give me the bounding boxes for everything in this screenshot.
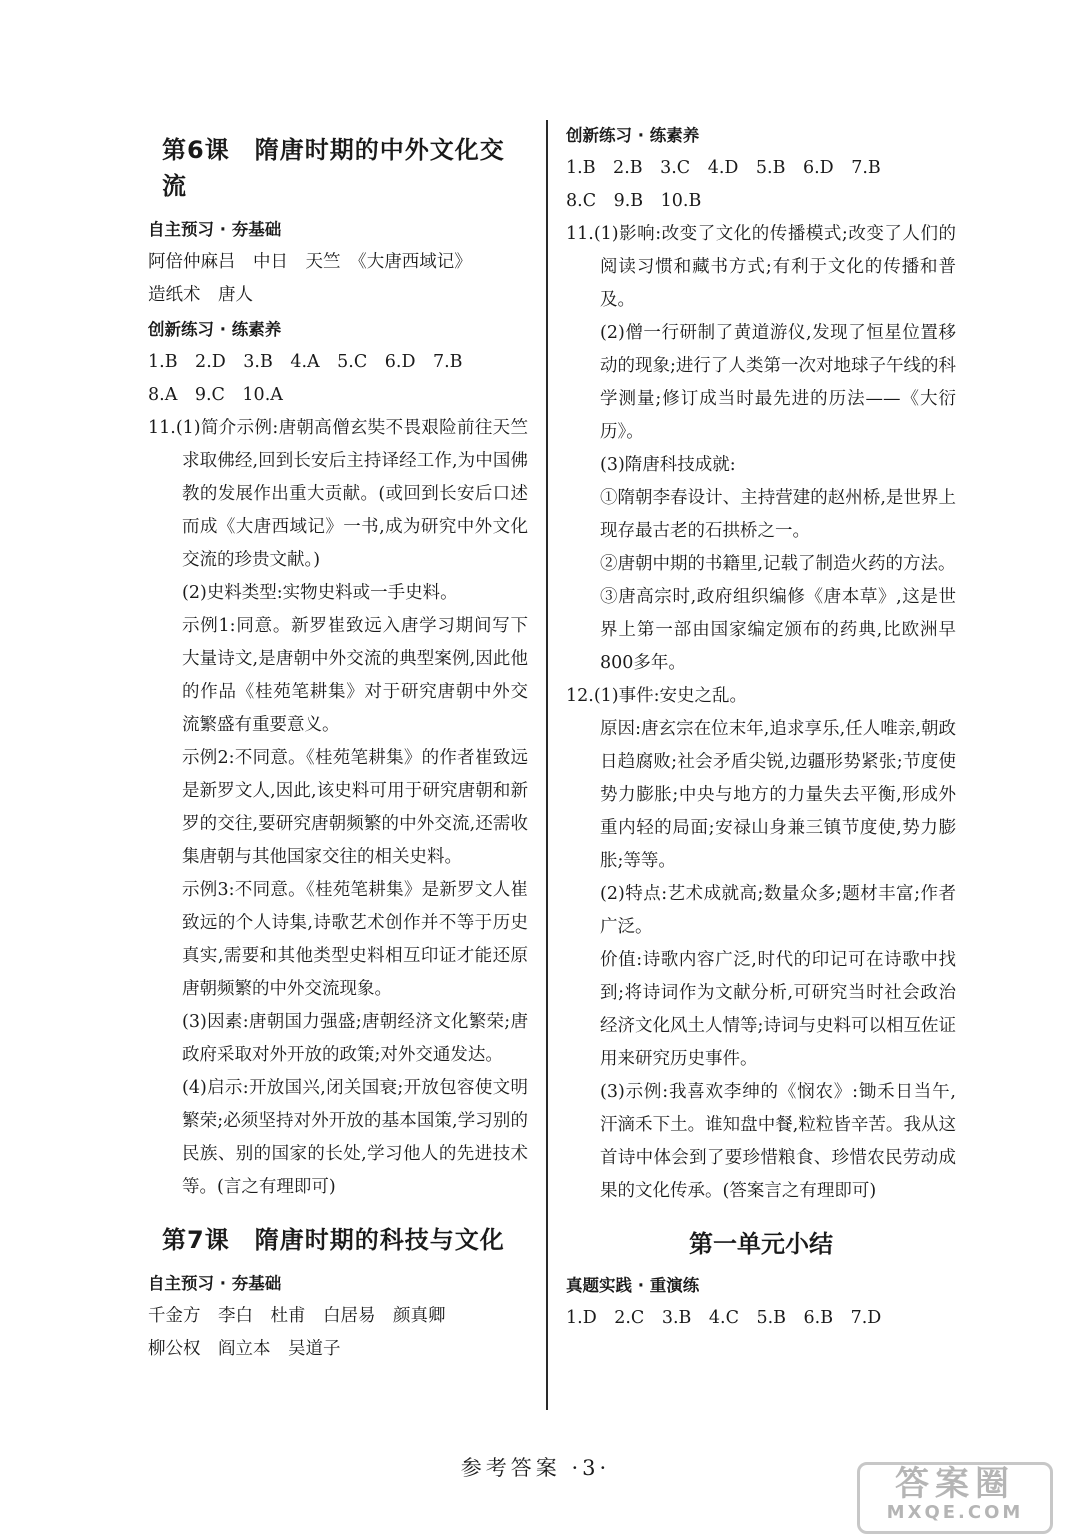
- column-divider: [546, 120, 548, 1410]
- watermark-logo: [857, 1462, 1053, 1534]
- preview-line: 阿倍仲麻吕 中日 天竺 《大唐西域记》: [148, 252, 472, 272]
- question-11-example-3: 示例3:不同意。《桂苑笔耕集》是新罗文人崔致远的个人诗集,诗歌艺术创作并不等于历史真实,需要和其他类型史料相互印证才能还原唐朝频繁的中外交流现象。: [182, 880, 528, 999]
- practice-section-label: 创新练习 · 练素养: [148, 320, 282, 339]
- preview-section-label: 自主预习 · 夯基础: [148, 220, 282, 239]
- question-12-part-1: 12.(1)事件:安史之乱。: [566, 686, 748, 706]
- preview-line: 柳公权 阎立本 吴道子: [148, 1339, 341, 1359]
- preview-section-label: 自主预习 · 夯基础: [148, 1274, 282, 1293]
- question-11-part-1: 11.(1)简介示例:唐朝高僧玄奘不畏艰险前往天竺求取佛经,回到长安后主持译经工作,为中国佛教的发展作出重大贡献。(或回到长安后口述而成《大唐西域记》一书,成为研究中外文化交流的珍贵文献。): [148, 418, 528, 570]
- question-11-part-4: (4)启示:开放国兴,闭关国衰;开放包容使文明繁荣;必须坚持对外开放的基本国策,学习别的民族、别的国家的长处,学习他人的先进技术等。(言之有理即可): [182, 1078, 528, 1197]
- question-11-example-2: 示例2:不同意。《桂苑笔耕集》的作者崔致远是新罗文人,因此,该史料可用于研究唐朝和新罗的交往,要研究唐朝频繁的中外交流,还需收集唐朝与其他国家交往的相关史料。: [182, 748, 528, 867]
- question-12-part-2: (2)特点:艺术成就高;数量众多;题材丰富;作者广泛。: [600, 884, 956, 937]
- achievement-1: ①隋朝李春设计、主持营建的赵州桥,是世界上现存最古老的石拱桥之一。: [600, 488, 956, 541]
- achievement-3: ③唐高宗时,政府组织编修《唐本草》,这是世界上第一部由国家编定颁布的药典,比欧洲早800多年。: [600, 587, 956, 673]
- question-11-part-3: (3)因素:唐朝国力强盛;唐朝经济文化繁荣;唐政府采取对外开放的政策;对外交通发达。: [182, 1012, 528, 1065]
- lesson-6-title: 第6课 隋唐时期的中外文化交流: [162, 136, 505, 200]
- page-footer: 参考答案 ·3·: [460, 1456, 611, 1480]
- achievement-2: ②唐朝中期的书籍里,记载了制造火药的方法。: [600, 554, 956, 574]
- unit-summary-title: 第一单元小结: [689, 1230, 833, 1258]
- answer-line: 1.D 2.C 3.B 4.C 5.B 6.B 7.D: [566, 1308, 882, 1328]
- question-11-example-1: 示例1:同意。新罗崔致远入唐学习期间写下大量诗文,是唐朝中外交流的典型案例,因此他的作品《桂苑笔耕集》对于研究唐朝中外交流繁盛有重要意义。: [182, 616, 528, 735]
- answer-line: 1.B 2.B 3.C 4.D 5.B 6.D 7.B: [566, 158, 881, 178]
- question-12-reason: 原因:唐玄宗在位末年,追求享乐,任人唯亲,朝政日趋腐败;社会矛盾尖锐,边疆形势紧张;节度使势力膨胀;中央与地方的力量失去平衡,形成外重内轻的局面;安禄山身兼三镇节度使,势力膨胀;等等。: [600, 719, 956, 871]
- question-12-part-3: (3)示例:我喜欢李绅的《悯农》:锄禾日当午,汗滴禾下土。谁知盘中餐,粒粒皆辛苦。我从这首诗中体会到了要珍惜粮食、珍惜农民劳动成果的文化传承。(答案言之有理即可): [600, 1082, 956, 1201]
- question-11-part-3: (3)隋唐科技成就:: [600, 455, 736, 475]
- watermark-bottom: MXQE.COM: [886, 1502, 1024, 1523]
- question-11-part-1: 11.(1)影响:改变了文化的传播模式;改变了人们的阅读习惯和藏书方式;有利于文化的传播和普及。: [566, 224, 956, 310]
- answer-line: 1.B 2.D 3.B 4.A 5.C 6.D 7.B: [148, 352, 463, 372]
- preview-line: 千金方 李白 杜甫 白居易 颜真卿: [148, 1306, 446, 1326]
- lesson-7-title: 第7课 隋唐时期的科技与文化: [162, 1226, 505, 1254]
- preview-line: 造纸术 唐人: [148, 285, 253, 305]
- question-11-part-2: (2)僧一行研制了黄道游仪,发现了恒星位置移动的现象;进行了人类第一次对地球子午线的科学测量;修订成当时最先进的历法——《大衍历》。: [600, 323, 956, 442]
- answer-line: 8.A 9.C 10.A: [148, 385, 283, 405]
- question-11-part-2: (2)史料类型:实物史料或一手史料。: [182, 583, 458, 603]
- real-practice-label: 真题实践 · 重演练: [566, 1276, 700, 1295]
- question-12-value: 价值:诗歌内容广泛,时代的印记可在诗歌中找到;将诗词作为文献分析,可研究当时社会政治经济文化风土人情等;诗词与史料可以相互佐证用来研究历史事件。: [600, 950, 956, 1069]
- watermark-top: 答案圈: [895, 1464, 1015, 1504]
- answer-line: 8.C 9.B 10.B: [566, 191, 702, 211]
- practice-section-label: 创新练习 · 练素养: [566, 126, 700, 145]
- right-column: [566, 118, 956, 1335]
- left-column: [148, 118, 528, 1366]
